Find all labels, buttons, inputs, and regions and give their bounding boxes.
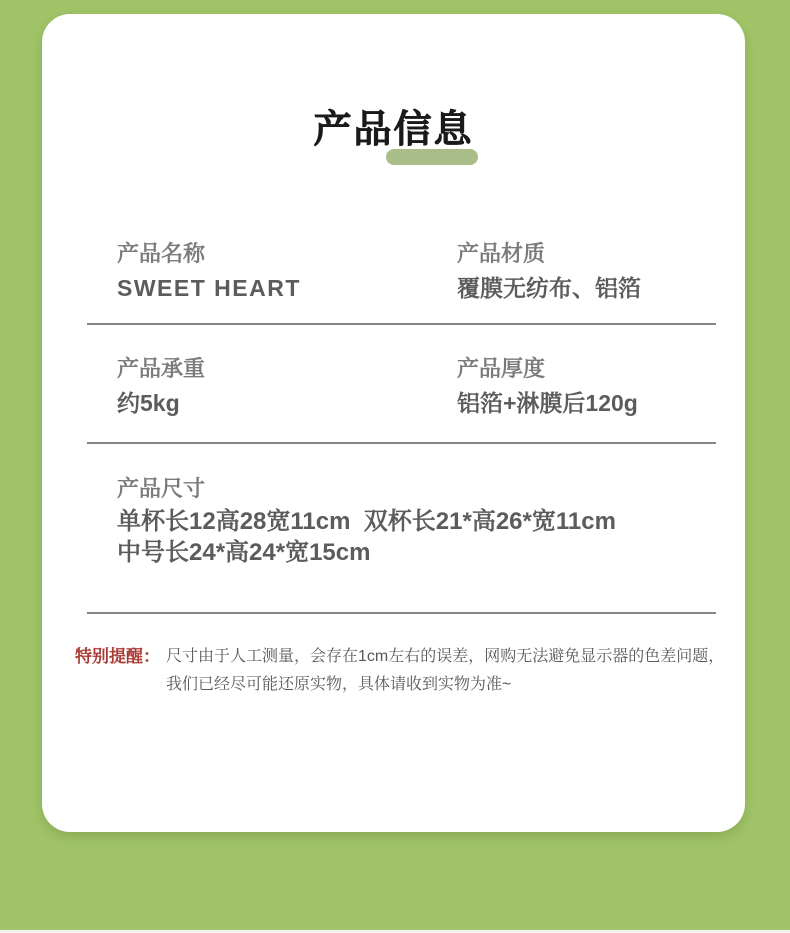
divider: [87, 612, 716, 614]
product-info-card: [42, 14, 745, 832]
reminder-line-2: 我们已经尽可能还原实物，具体请收到实物为准~: [166, 676, 512, 693]
section-title-wrap: [42, 98, 745, 153]
title-highlight-pill: [386, 149, 478, 165]
spec-product-material: [457, 241, 641, 302]
section-title: [313, 98, 473, 153]
spec-label: 产品尺寸: [117, 476, 206, 501]
reminder-label: 特别提醒：: [75, 647, 160, 666]
divider: [87, 442, 716, 444]
special-reminder: [75, 643, 725, 699]
size-line-2: 中号长24*高24*宽15cm: [117, 539, 371, 566]
reminder-text: [166, 643, 725, 699]
spec-value: SWEET HEART: [117, 275, 301, 301]
spec-value: 覆膜无纺布、铝箔: [457, 275, 641, 301]
spec-label: 产品承重: [117, 356, 206, 381]
spec-thickness: [457, 356, 638, 417]
spec-label: 产品厚度: [457, 356, 546, 381]
spec-product-name: [117, 241, 301, 302]
divider: [87, 323, 716, 325]
spec-label: 产品材质: [457, 241, 546, 266]
reminder-line-1: 尺寸由于人工测量，会存在1cm左右的误差，网购无法避免显示器的色差问题，: [166, 648, 725, 665]
spec-value: 约5kg: [117, 390, 180, 416]
spec-value: 铝箔+淋膜后120g: [457, 390, 638, 416]
spec-label: 产品名称: [117, 241, 206, 266]
spec-load-capacity: [117, 356, 205, 417]
section-title-text: 产品信息: [313, 109, 474, 151]
size-line-1: 单杯长12高28宽11cm 双杯长21*高26*宽11cm: [117, 508, 616, 535]
spec-size: [117, 476, 205, 502]
